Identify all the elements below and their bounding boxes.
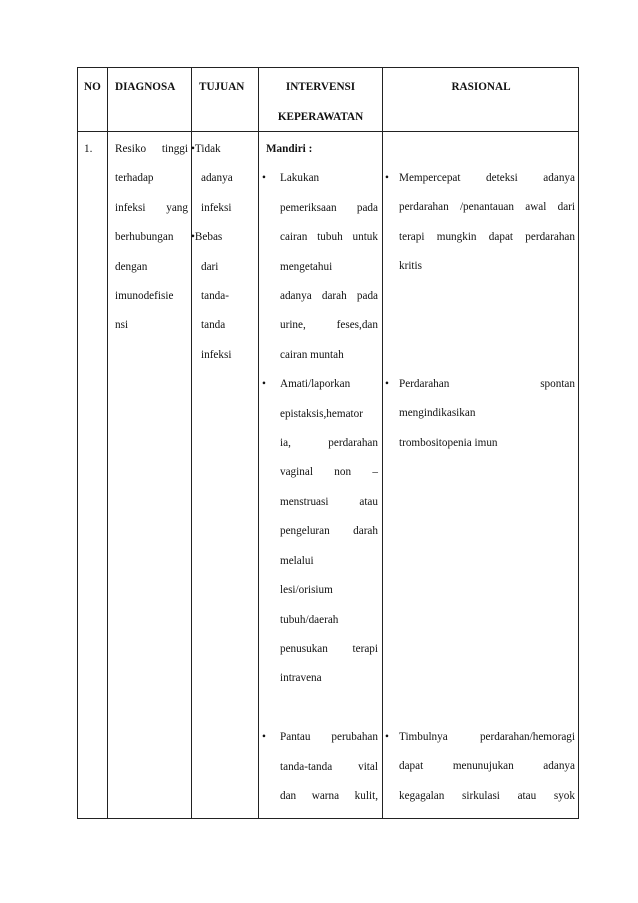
header-no: NO — [84, 81, 101, 93]
header-keperawatan: KEPERAWATAN — [277, 111, 364, 123]
rasional-line: Mempercepat deteksi adanya — [399, 172, 575, 184]
rasional-cell — [383, 164, 575, 811]
tujuan-line: infeksi — [201, 348, 232, 361]
intervensi-line: cairan muntah — [280, 348, 344, 361]
intervensi-cell — [259, 135, 378, 811]
rasional-line: terapi mungkin dapat perdarahan — [399, 230, 575, 243]
rasional-line: kritis — [399, 260, 422, 273]
intervensi-line: Lakukan — [280, 172, 320, 185]
intervensi-line: pengeluran darah — [280, 525, 378, 538]
bullet-icon: • — [262, 731, 266, 744]
row-number: 1. — [84, 143, 93, 155]
diagnosa-line: imunodefisie — [115, 290, 174, 303]
rasional-line: dapat menunujukan adanya — [399, 760, 575, 773]
tujuan-line: dari — [201, 260, 219, 273]
tujuan-cell — [191, 135, 257, 370]
header-rasional: RASIONAL — [451, 81, 511, 93]
intervensi-line: menstruasi atau — [280, 495, 378, 508]
intervensi-item — [259, 723, 378, 811]
rasional-item — [383, 370, 575, 458]
intervensi-item — [259, 370, 378, 693]
intervensi-line: adanya darah pada — [280, 290, 378, 303]
tujuan-item — [191, 135, 257, 223]
intervensi-line: intravena — [280, 672, 322, 685]
intervensi-line: lesi/orisium — [280, 584, 333, 597]
bullet-icon: • — [385, 172, 389, 184]
intervensi-line: tubuh/daerah — [280, 613, 339, 626]
tujuan-line: Bebas — [194, 231, 223, 244]
intervensi-line: melalui — [280, 554, 314, 567]
rasional-line: Perdarahan spontan — [399, 377, 575, 390]
diagnosa-cell — [115, 135, 188, 341]
intervensi-line: pemeriksaan pada — [280, 201, 378, 214]
tujuan-line: infeksi — [201, 201, 232, 214]
intervensi-heading: Mandiri : — [266, 143, 313, 155]
rasional-item — [383, 164, 575, 282]
tujuan-line: adanya — [201, 172, 233, 185]
intervensi-line: Amati/laporkan — [280, 378, 351, 391]
header-tujuan: TUJUAN — [199, 81, 245, 93]
diagnosa-line: dengan — [115, 260, 148, 273]
intervensi-line: cairan tubuh untuk — [280, 231, 378, 244]
intervensi-line: urine, feses,dan — [280, 319, 378, 332]
intervensi-line: epistaksis,hemator — [280, 407, 363, 420]
diagnosa-line: berhubungan — [115, 231, 174, 244]
intervensi-line: dan warna kulit, — [280, 789, 378, 802]
diagnosa-line: infeksi yang — [115, 201, 188, 214]
tujuan-item — [191, 223, 257, 370]
intervensi-line: vaginal non – — [280, 466, 378, 479]
intervensi-item — [259, 164, 378, 370]
diagnosa-line: nsi — [115, 319, 129, 332]
intervensi-line: mengetahui — [280, 260, 333, 273]
bullet-icon: • — [262, 378, 266, 391]
header-diagnosa: DIAGNOSA — [115, 81, 176, 93]
bullet-icon: • — [385, 730, 389, 743]
column-divider — [107, 68, 108, 818]
diagnosa-line: terhadap — [115, 172, 154, 185]
rasional-line: Timbulnya perdarahan/hemoragi — [399, 730, 575, 743]
bullet-icon: • — [191, 231, 195, 244]
rasional-line: trombositopenia imun — [399, 436, 498, 449]
rasional-item — [383, 723, 575, 811]
tujuan-line: tanda — [201, 319, 226, 332]
bullet-icon: • — [385, 377, 389, 390]
header-intervensi: INTERVENSI — [285, 81, 356, 93]
intervensi-line: Pantau perubahan — [280, 731, 378, 744]
intervensi-line: ia, perdarahan — [280, 437, 378, 450]
care-plan-table — [77, 67, 579, 819]
tujuan-line: Tidak — [194, 143, 221, 155]
diagnosa-line: Resiko tinggi — [115, 143, 188, 155]
intervensi-line: penusukan terapi — [280, 642, 378, 655]
bullet-icon: • — [262, 172, 266, 185]
bullet-icon: • — [191, 143, 195, 155]
rasional-line: kegagalan sirkulasi atau syok — [399, 789, 575, 802]
tujuan-line: tanda- — [201, 290, 229, 303]
intervensi-line: tanda-tanda vital — [280, 760, 378, 773]
rasional-line: mengindikasikan — [399, 407, 476, 420]
rasional-line: perdarahan /penantauan awal dari — [399, 201, 575, 214]
